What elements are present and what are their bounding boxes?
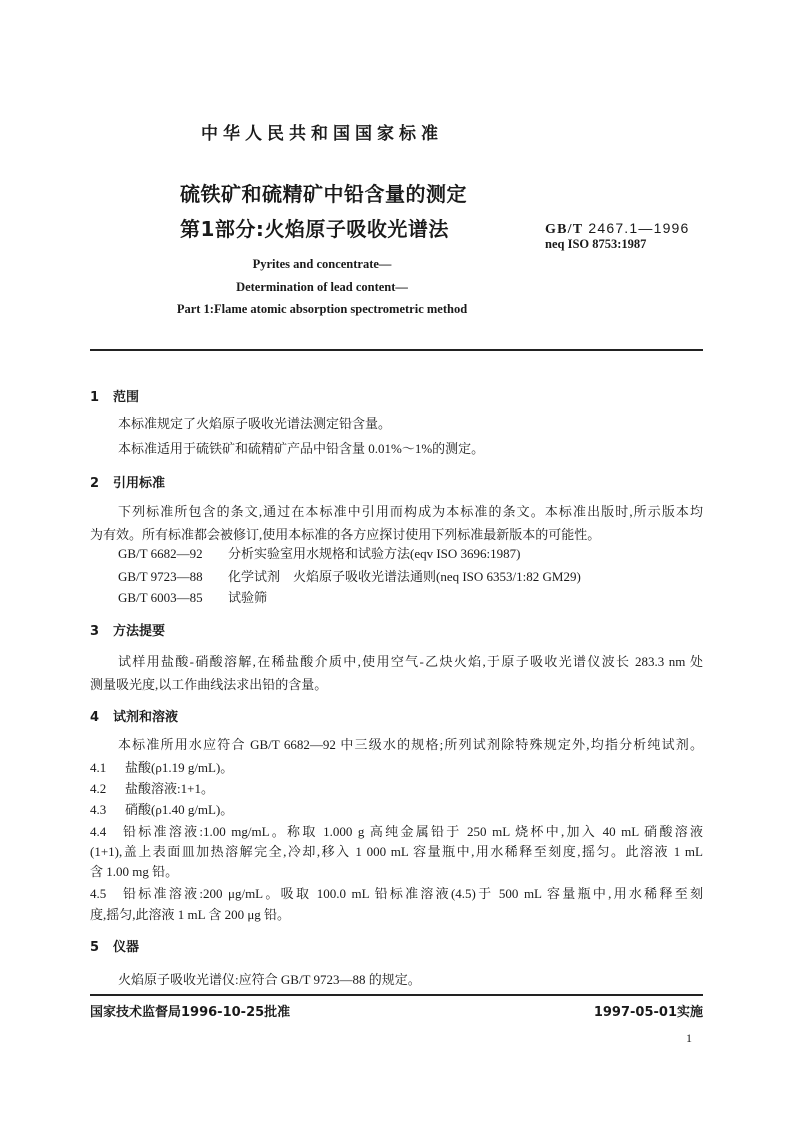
section-5-number: 5 bbox=[90, 940, 100, 955]
section-3-line: 测量吸光度,以工作曲线法求出铅的含量。 bbox=[90, 677, 328, 692]
standard-code-number: 2467.1—1996 bbox=[588, 220, 690, 236]
header-divider bbox=[90, 349, 703, 351]
reference-title: 分析实验室用水规格和试验方法(eqv ISO 3696:1987) bbox=[228, 546, 521, 561]
section-2-line: 下列标准所包含的条文,通过在本标准中引用而构成为本标准的条文。本标准出版时,所示版本均 bbox=[118, 504, 703, 519]
section-2-heading: 引用标准 bbox=[113, 476, 166, 491]
section-1-heading: 范围 bbox=[113, 390, 140, 405]
section-3-heading: 方法提要 bbox=[113, 624, 166, 639]
item-line: 盐酸(ρ1.19 g/mL)。 bbox=[125, 760, 234, 775]
section-1-line: 本标准规定了火焰原子吸收光谱法测定铅含量。 bbox=[118, 416, 392, 431]
section-3-line: 试样用盐酸-硝酸溶解,在稀盐酸介质中,使用空气-乙炔火焰,于原子吸收光谱仪波长 283.3 nm 处 bbox=[118, 654, 703, 669]
reference-code: GB/T 6003—85 bbox=[118, 590, 203, 605]
title-line-2: 第1部分:火焰原子吸收光谱法 bbox=[180, 217, 449, 241]
section-5-heading: 仪器 bbox=[113, 940, 140, 955]
reference-title: 化学试剂 火焰原子吸收光谱法通则(neq ISO 6353/1:82 GM29) bbox=[228, 569, 581, 584]
item-line: 盐酸溶液:1+1。 bbox=[125, 781, 214, 796]
item-line: 铅标准溶液:200 μg/mL。吸取 100.0 mL 铅标准溶液(4.5)于 500 mL 容量瓶中,用水稀释至刻 bbox=[123, 886, 703, 901]
item-line: (1+1),盖上表面皿加热溶解完全,冷却,移入 1 000 mL 容量瓶中,用水稀释至刻度,摇匀。此溶液 1 mL bbox=[90, 844, 703, 859]
item-line: 度,摇匀,此溶液 1 mL 含 200 μg 铅。 bbox=[90, 907, 291, 922]
item-number: 4.3 bbox=[90, 802, 107, 817]
section-2-number: 2 bbox=[90, 476, 100, 491]
item-number: 4.5 bbox=[90, 886, 107, 901]
section-4-heading: 试剂和溶液 bbox=[113, 710, 179, 725]
item-line: 铅标准溶液:1.00 mg/mL。称取 1.000 g 高纯金属铅于 250 mL 烧杯中,加入 40 mL 硝酸溶液 bbox=[123, 824, 703, 839]
page-number: 1 bbox=[686, 1031, 692, 1045]
footer-divider bbox=[90, 994, 703, 996]
equivalence-note: neq ISO 8753:1987 bbox=[545, 237, 647, 251]
reference-code: GB/T 6682—92 bbox=[118, 546, 203, 561]
reference-title: 试验筛 bbox=[228, 590, 268, 605]
section-1-number: 1 bbox=[90, 390, 100, 405]
english-title-line-2: Determination of lead content— bbox=[236, 280, 408, 294]
english-title-line-3: Part 1:Flame atomic absorption spectrometric method bbox=[176, 302, 468, 316]
section-2-line: 为有效。所有标准都会被修订,使用本标准的各方应探讨使用下列标准最新版本的可能性。 bbox=[90, 527, 601, 542]
approval-note: 国家技术监督局1996-10-25批准 bbox=[90, 1005, 291, 1020]
section-5-line: 火焰原子吸收光谱仪:应符合 GB/T 9723—88 的规定。 bbox=[118, 972, 421, 987]
standard-code bbox=[545, 220, 703, 238]
section-4-number: 4 bbox=[90, 710, 100, 725]
reference-code: GB/T 9723—88 bbox=[118, 569, 203, 584]
section-4-line: 本标准所用水应符合 GB/T 6682—92 中三级水的规格;所列试剂除特殊规定外,均指分析纯试剂。 bbox=[118, 737, 703, 752]
item-number: 4.1 bbox=[90, 760, 107, 775]
item-line: 硝酸(ρ1.40 g/mL)。 bbox=[125, 802, 234, 817]
english-title-line-1: Pyrites and concentrate— bbox=[252, 257, 392, 271]
item-line: 含 1.00 mg 铅。 bbox=[90, 864, 179, 879]
section-1-line: 本标准适用于硫铁矿和硫精矿产品中铅含量 0.01%～1%的测定。 bbox=[118, 441, 485, 456]
item-number: 4.4 bbox=[90, 824, 107, 839]
title-line-1: 硫铁矿和硫精矿中铅含量的测定 bbox=[180, 182, 467, 206]
standard-header: 中华人民共和国国家标准 bbox=[201, 124, 443, 144]
effective-date: 1997-05-01实施 bbox=[593, 1005, 703, 1020]
section-3-number: 3 bbox=[90, 624, 100, 639]
standard-code-prefix: GB/T bbox=[545, 222, 584, 237]
item-number: 4.2 bbox=[90, 781, 107, 796]
